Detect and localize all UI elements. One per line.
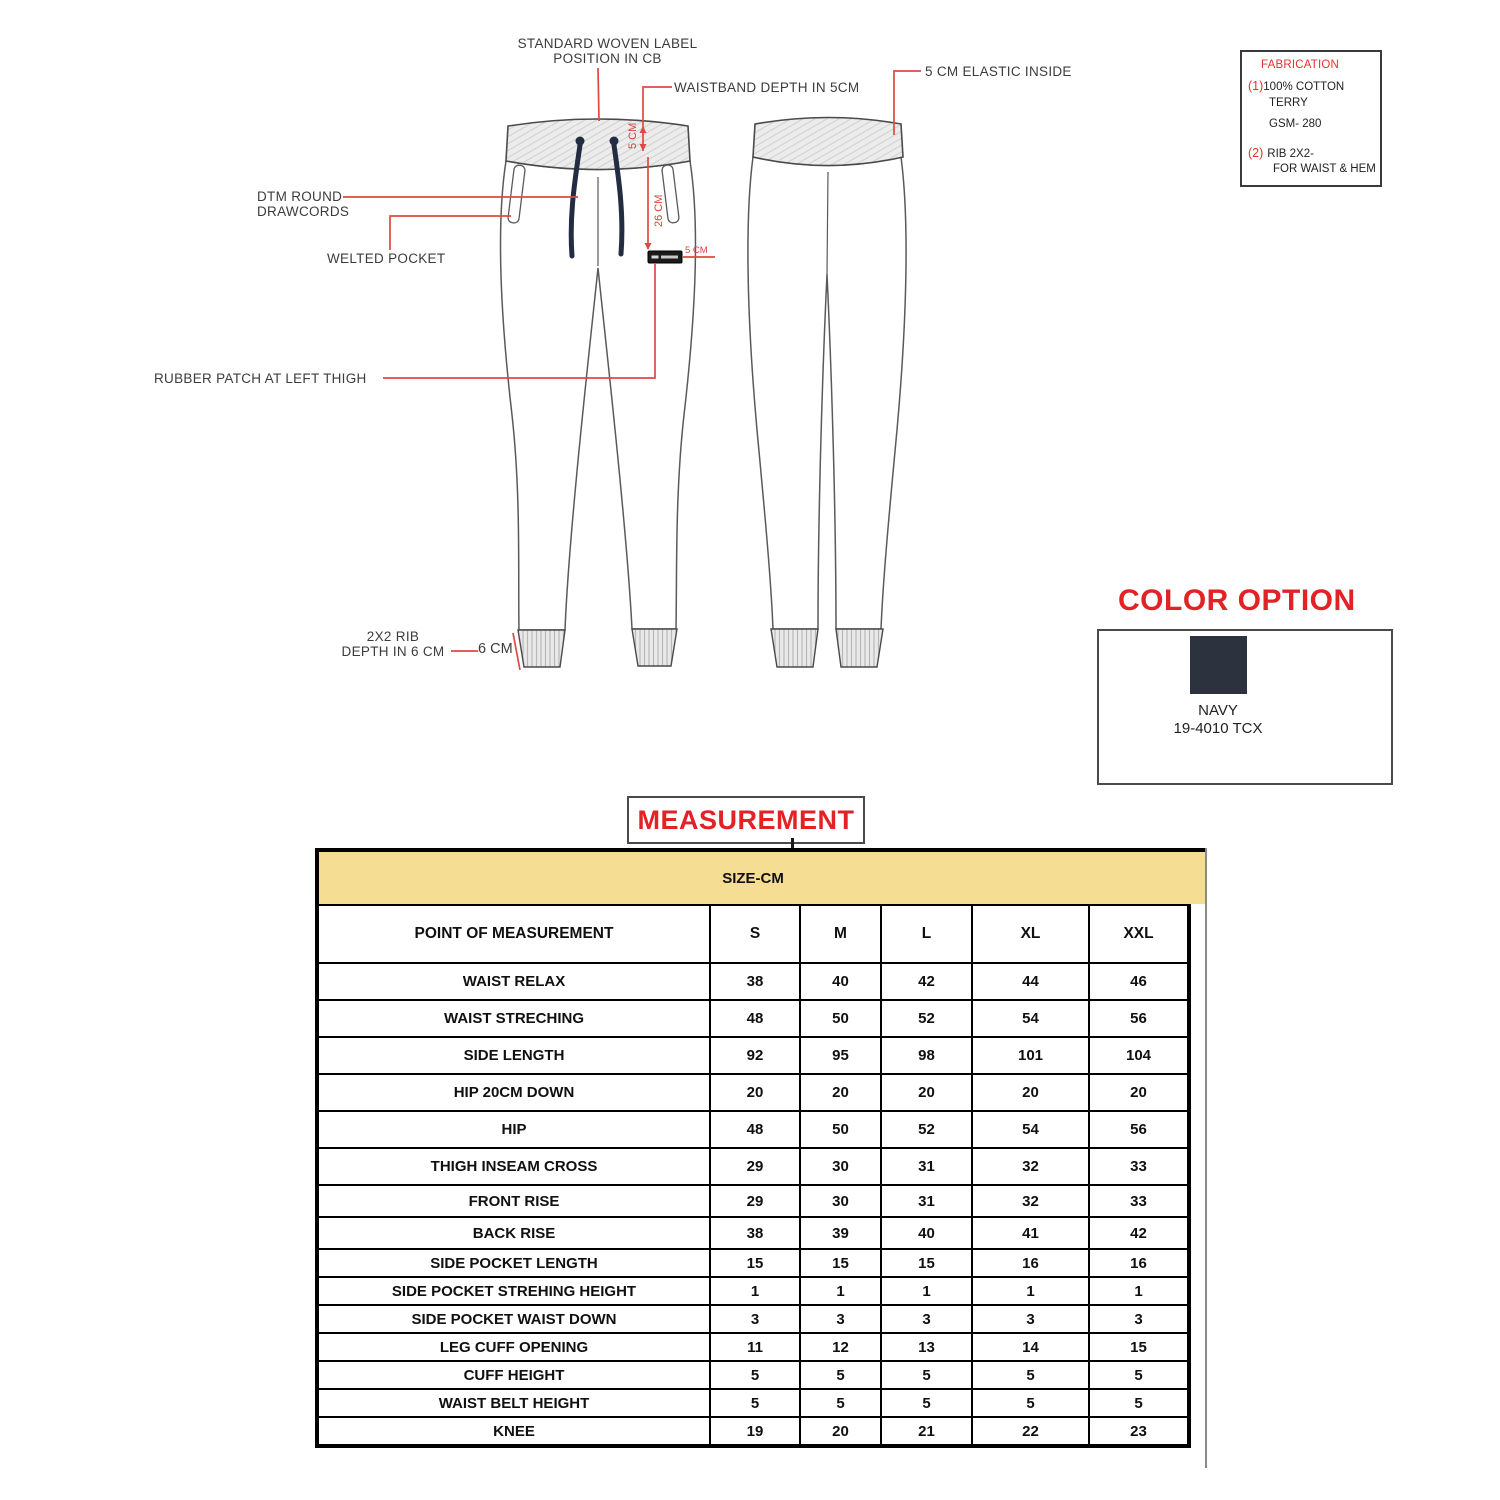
table-row: WAIST STRECHING 48 50 52 54 56 [317, 1000, 1189, 1037]
point-label: SIDE LENGTH [317, 1037, 710, 1074]
rib-dim-text: 6 CM [478, 641, 513, 657]
table-row: FRONT RISE 29 30 31 32 33 [317, 1185, 1189, 1217]
fabrication-item2-text2: FOR WAIST & HEM [1273, 163, 1376, 175]
fabrication-item2-text: RIB 2X2- [1267, 148, 1314, 160]
table-row: WAIST BELT HEIGHT 5 5 5 5 5 [317, 1389, 1189, 1417]
table-row: SIDE POCKET STREHING HEIGHT 1 1 1 1 1 [317, 1277, 1189, 1305]
navy-color-swatch [1190, 636, 1247, 694]
waistband-dim-text: 5 CM [627, 122, 639, 149]
color-swatch-group [1130, 636, 1306, 737]
measurement-title: MEASUREMENT [637, 804, 855, 835]
label-drawcords: DTM ROUND DRAWCORDS [257, 189, 350, 219]
label-woven-position: STANDARD WOVEN LABEL POSITION IN CB [517, 36, 698, 66]
point-label: WAIST BELT HEIGHT [317, 1389, 710, 1417]
measurement-title-box [627, 796, 865, 844]
fabrication-item1-text2: TERRY [1269, 97, 1308, 109]
label-welted-pocket: WELTED POCKET [327, 251, 446, 266]
size-band-row [317, 850, 1189, 905]
measurement-table [315, 848, 1191, 1448]
back-view [748, 118, 906, 668]
point-label: KNEE [317, 1417, 710, 1446]
table-row: BACK RISE 38 39 40 41 42 [317, 1217, 1189, 1249]
point-label: FRONT RISE [317, 1185, 710, 1217]
table-row: HIP 20CM DOWN 20 20 20 20 20 [317, 1074, 1189, 1111]
label-elastic: 5 CM ELASTIC INSIDE [925, 64, 1072, 79]
table-right-thin-border [1205, 848, 1207, 1468]
table-row: HIP 48 50 52 54 56 [317, 1111, 1189, 1148]
size-col-s: S [710, 905, 800, 963]
front-waistband [506, 119, 690, 170]
point-label: WAIST STRECHING [317, 1000, 710, 1037]
fabrication-item2-number: (2) [1248, 146, 1264, 160]
table-row: THIGH INSEAM CROSS 29 30 31 32 33 [317, 1148, 1189, 1185]
color-code: 19-4010 TCX [1173, 720, 1263, 737]
leader-welted-pocket [390, 216, 511, 250]
point-label: HIP [317, 1111, 710, 1148]
label-rib-depth: 2X2 RIB DEPTH IN 6 CM [341, 629, 445, 659]
back-right-cuff [836, 629, 883, 667]
table-row: SIDE POCKET LENGTH 15 15 15 16 16 [317, 1249, 1189, 1277]
fabrication-item1-gsm: GSM- 280 [1269, 118, 1322, 130]
point-label: LEG CUFF OPENING [317, 1333, 710, 1361]
front-view [501, 119, 696, 667]
table-row: CUFF HEIGHT 5 5 5 5 5 [317, 1361, 1189, 1389]
fabrication-item1-text: 100% COTTON [1263, 81, 1345, 93]
size-cm-header: SIZE-CM [317, 850, 1189, 905]
point-label: SIDE POCKET STREHING HEIGHT [317, 1277, 710, 1305]
table-row: KNEE 19 20 21 22 23 [317, 1417, 1189, 1446]
size-col-xl: XL [972, 905, 1089, 963]
label-rubber-patch: RUBBER PATCH AT LEFT THIGH [154, 371, 367, 386]
size-col-m: M [800, 905, 881, 963]
table-row: SIDE LENGTH 92 95 98 101 104 [317, 1037, 1189, 1074]
table-row: LEG CUFF OPENING 11 12 13 14 15 [317, 1333, 1189, 1361]
table-right-sliver-topborder [1187, 848, 1206, 852]
point-label: CUFF HEIGHT [317, 1361, 710, 1389]
fabrication-item1-number: (1) [1248, 79, 1264, 93]
point-label: HIP 20CM DOWN [317, 1074, 710, 1111]
rubber-brand-patch [648, 251, 682, 263]
patch-dim-text: 5 CM [685, 245, 708, 256]
leader-woven-label [598, 68, 599, 121]
size-col-xxl: XXL [1089, 905, 1189, 963]
color-option-title: COLOR OPTION [1118, 584, 1356, 617]
color-name: NAVY [1198, 702, 1238, 719]
point-label: SIDE POCKET LENGTH [317, 1249, 710, 1277]
front-left-cuff [518, 630, 565, 667]
front-right-cuff [632, 629, 677, 666]
back-left-cuff [771, 629, 818, 667]
size-col-l: L [881, 905, 972, 963]
table-right-sliver [1187, 852, 1206, 904]
label-drop-dim-text: 26 CM [653, 194, 665, 227]
point-label: THIGH INSEAM CROSS [317, 1148, 710, 1185]
column-header-row [317, 905, 1189, 963]
point-label: BACK RISE [317, 1217, 710, 1249]
label-waistband-depth: WAISTBAND DEPTH IN 5CM [674, 80, 860, 95]
back-waistband [753, 118, 903, 166]
table-row: SIDE POCKET WAIST DOWN 3 3 3 3 3 [317, 1305, 1189, 1333]
fabrication-title: FABRICATION [1261, 59, 1340, 71]
fabrication-box [1240, 50, 1382, 187]
table-row: WAIST RELAX 38 40 42 44 46 [317, 963, 1189, 1000]
point-of-measurement-header: POINT OF MEASUREMENT [317, 905, 710, 963]
point-label: WAIST RELAX [317, 963, 710, 1000]
point-label: SIDE POCKET WAIST DOWN [317, 1305, 710, 1333]
